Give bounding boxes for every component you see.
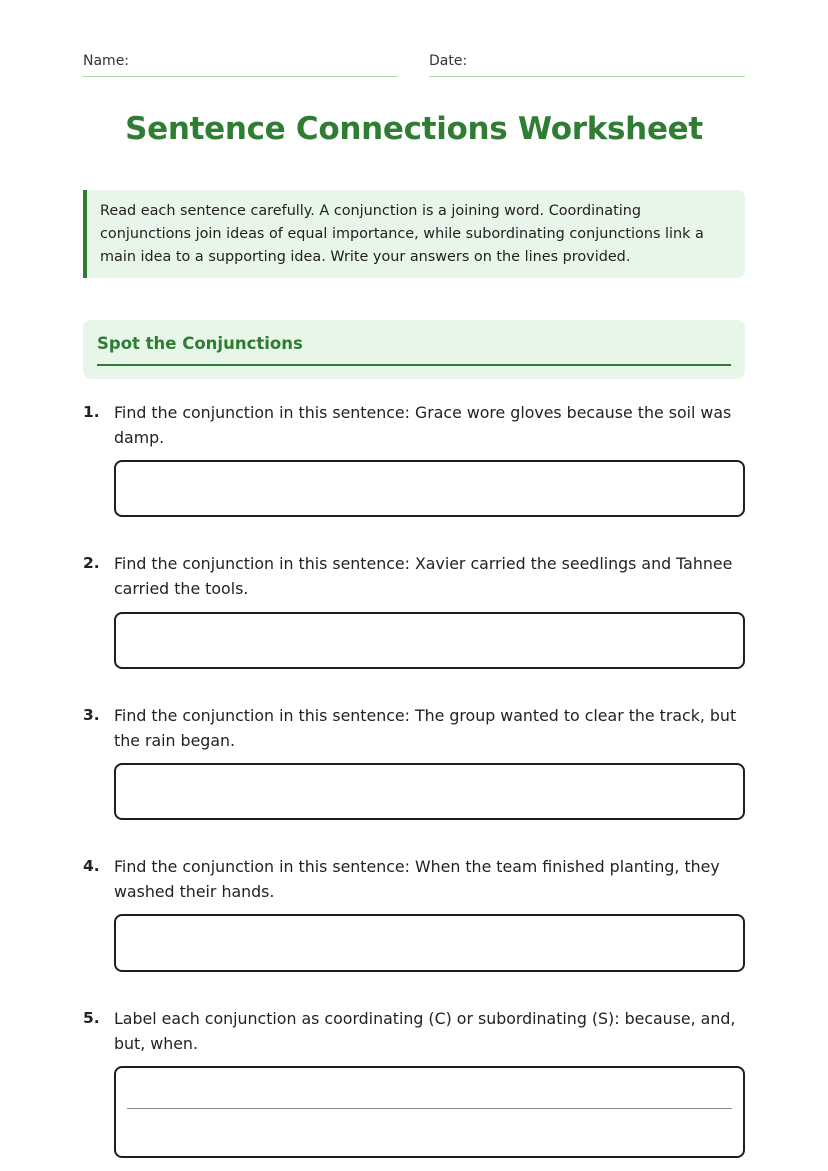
date-field[interactable]: [429, 50, 745, 77]
answer-box[interactable]: [114, 914, 745, 972]
instructions-panel: [83, 190, 745, 278]
question-number: 1.: [83, 403, 100, 421]
instructions-text: Read each sentence carefully. A conjunction is a joining word. Coordinating conjunctions join ideas of equal importance, while subordinating conjunctions link a main idea to a supporting idea. Write your answers on the lines provided.: [100, 203, 704, 265]
date-label: Date:: [429, 53, 468, 69]
question-number: 4.: [83, 857, 100, 875]
answer-box[interactable]: [114, 1066, 745, 1158]
answer-box[interactable]: [114, 460, 745, 517]
question-number: 2.: [83, 554, 100, 572]
question-text: Find the conjunction in this sentence: Grace wore gloves because the soil was damp.: [114, 403, 732, 447]
answer-box[interactable]: [114, 612, 745, 669]
name-label: Name:: [83, 53, 130, 69]
question-text: Label each conjunction as coordinating (C) or subordinating (S): because, and, but, when.: [114, 1009, 736, 1053]
name-field[interactable]: [83, 50, 398, 77]
page-title: Sentence Connections Worksheet: [125, 111, 703, 147]
question-text: Find the conjunction in this sentence: When the team finished planting, they washed their hands.: [114, 857, 720, 901]
answer-box[interactable]: [114, 763, 745, 820]
question-text: Find the conjunction in this sentence: The group wanted to clear the track, but the rain began.: [114, 706, 737, 750]
writing-line: [127, 1108, 732, 1109]
section-header: [83, 320, 745, 379]
header-fields: [83, 50, 745, 78]
question-number: 3.: [83, 706, 100, 724]
question-text: Find the conjunction in this sentence: Xavier carried the seedlings and Tahnee carried the tools.: [114, 554, 733, 598]
section-title: Spot the Conjunctions: [97, 332, 731, 366]
question-number: 5.: [83, 1009, 100, 1027]
